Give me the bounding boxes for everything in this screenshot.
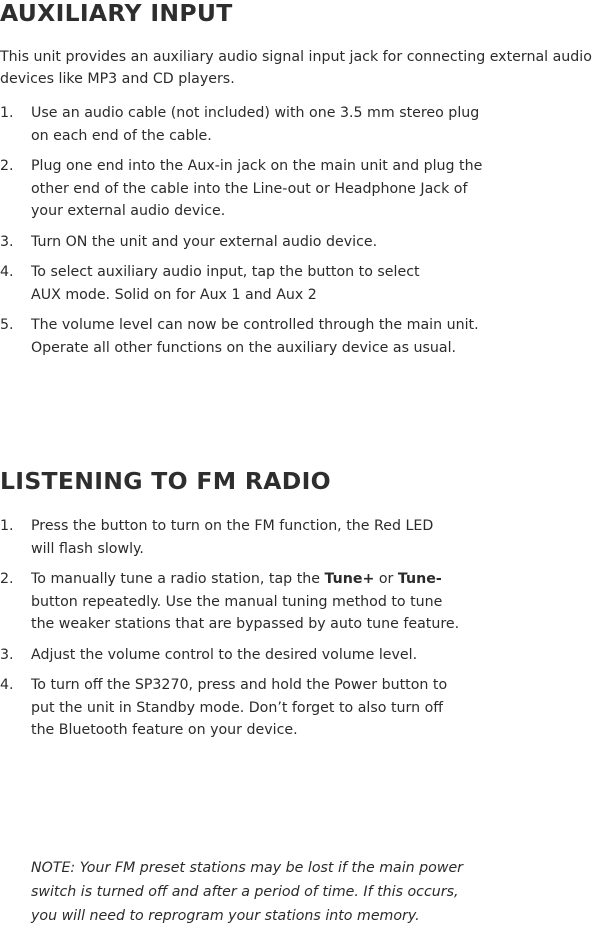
step-number: 4.	[0, 264, 14, 280]
step-text-segment: or	[374, 571, 398, 587]
step-text-line: Plug one end into the Aux-in jack on the main unit and plug the	[31, 158, 483, 174]
aux-step-1	[0, 102, 610, 147]
fm-section-title: LISTENING TO FM RADIO	[0, 467, 331, 495]
step-number: 4.	[0, 677, 14, 693]
aux-section-title: AUXILIARY INPUT	[0, 0, 233, 27]
note-line: you will need to reprogram your stations into memory.	[31, 908, 420, 924]
step-number: 1.	[0, 105, 14, 121]
tune-minus-label: Tune-	[397, 571, 442, 587]
fm-preset-note	[31, 856, 606, 928]
fm-step-1	[0, 515, 610, 560]
aux-step-3	[0, 231, 610, 254]
step-number: 1.	[0, 518, 14, 534]
fm-step-4	[0, 674, 610, 742]
aux-steps-list	[0, 102, 610, 359]
step-text-line: Turn ON the unit and your external audio device.	[31, 233, 378, 250]
step-text-line: the Bluetooth feature on your device.	[31, 722, 298, 738]
fm-steps-list	[0, 515, 610, 742]
step-text-line: button repeatedly. Use the manual tuning method to tune	[31, 593, 443, 610]
step-number: 2.	[0, 158, 14, 174]
step-text-line: other end of the cable into the Line-out or Headphone Jack of	[31, 180, 468, 197]
aux-intro-text: This unit provides an auxiliary audio signal input jack for connecting external audio devices like MP3 and CD players.	[0, 49, 592, 87]
step-text-segment: To manually tune a radio station, tap the	[31, 571, 325, 587]
step-text-line: To select auxiliary audio input, tap the button to select	[31, 264, 420, 280]
aux-step-2	[0, 155, 610, 223]
tune-plus-label: Tune+	[324, 571, 375, 587]
step-text-line: AUX mode. Solid on for Aux 1 and Aux 2	[31, 286, 317, 303]
step-text-line: The volume level can now be controlled through the main unit.	[31, 317, 479, 333]
step-number: 2.	[0, 571, 14, 587]
fm-step-3	[0, 644, 610, 667]
note-line: switch is turned off and after a period of time. If this occurs,	[31, 884, 459, 900]
step-number: 3.	[0, 646, 14, 663]
note-line: NOTE: Your FM preset stations may be lost if the main power	[31, 860, 464, 876]
aux-step-4	[0, 261, 610, 306]
aux-step-5	[0, 314, 610, 359]
step-text-line: the weaker stations that are bypassed by auto tune feature.	[31, 616, 460, 632]
step-text-line	[31, 568, 610, 591]
fm-step-2	[0, 568, 610, 636]
step-number: 3.	[0, 233, 14, 250]
step-text-line: your external audio device.	[31, 203, 226, 219]
step-number: 5.	[0, 317, 14, 333]
step-text-line: To turn off the SP3270, press and hold the Power button to	[31, 677, 448, 693]
step-text-line: Adjust the volume control to the desired volume level.	[31, 646, 418, 663]
step-text-line: put the unit in Standby mode. Don’t forget to also turn off	[31, 699, 444, 716]
step-text-line: Press the button to turn on the FM function, the Red LED	[31, 518, 434, 534]
step-text-line: will flash slowly.	[31, 540, 144, 557]
step-text-line: Operate all other functions on the auxiliary device as usual.	[31, 339, 457, 356]
step-text-line: Use an audio cable (not included) with one 3.5 mm stereo plug	[31, 105, 480, 121]
step-text-line: on each end of the cable.	[31, 127, 212, 144]
